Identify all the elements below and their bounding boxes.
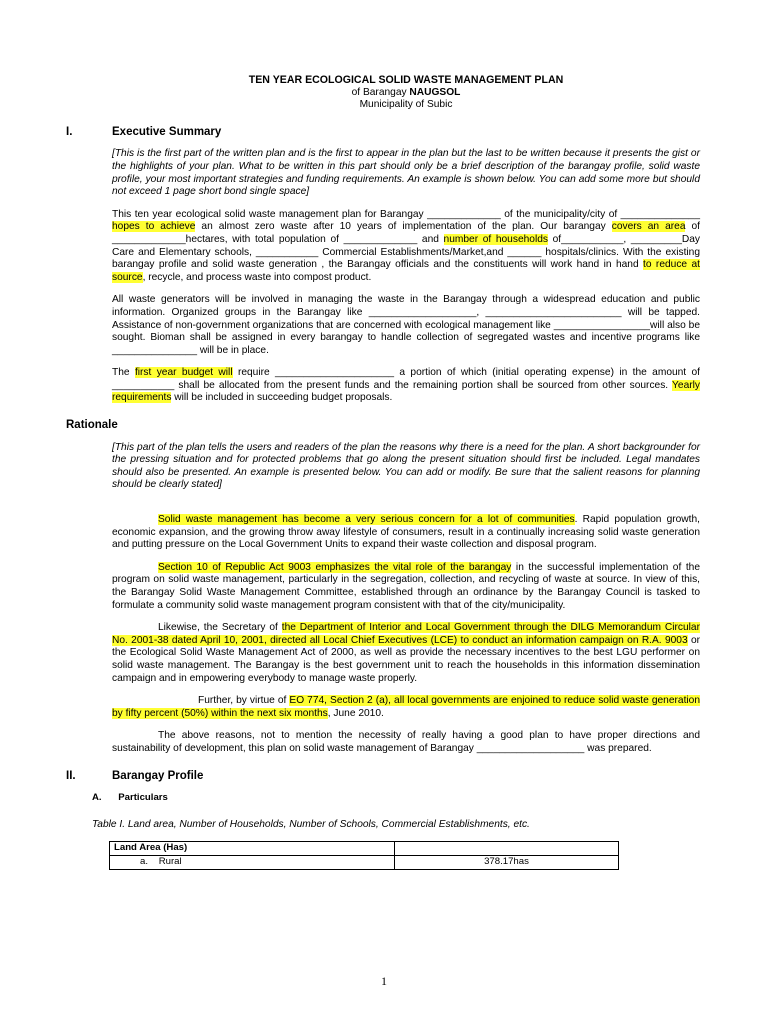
- barangay-line: of Barangay NAUGSOL: [351, 86, 461, 98]
- section-title: Executive Summary: [112, 125, 222, 138]
- highlight: Section 10 of Republic Act 9003 emphasizes the vital role of the barangay: [158, 561, 512, 573]
- table-row: [110, 855, 619, 869]
- table-cell: 378.17has: [395, 855, 619, 869]
- highlight: the Department of Interior and Local Government through the DILG Memorandum Circular No. 2001-38 dated April 10, 2001, directed all Local Chief Executives (LCE) to conduct an information campaign on R.A. 9003: [112, 622, 700, 646]
- highlight: to reduce at source: [112, 259, 700, 283]
- highlight: EO 774, Section 2 (a), all local governments are enjoined to reduce solid waste generation by fifty percent (50%) within the next six months: [112, 695, 700, 719]
- table-cell: Land Area (Has): [110, 842, 395, 856]
- highlight: hopes to achieve: [112, 221, 196, 233]
- highlight: Yearly requirements: [112, 379, 700, 404]
- highlight: number of households: [443, 233, 548, 245]
- rationale-paragraph-5: The above reasons, not to mention the necessity of really having a good plan to have proper directions and sustainability of development, this plan on solid waste management of Barangay ___________________ was prepared.: [112, 730, 700, 754]
- table-row: [110, 842, 619, 856]
- section-title: Barangay Profile: [112, 769, 204, 782]
- table-caption: Table I. Land area, Number of Households, Number of Schools, Commercial Establishments, etc.: [92, 818, 530, 830]
- document-header: [112, 74, 700, 112]
- subsection-title: Particulars: [118, 792, 168, 804]
- particulars-table: [109, 841, 619, 869]
- rationale-paragraph-4: Further, by virtue of EO 774, Section 2 (a), all local governments are enjoined to reduce solid waste generation by fifty percent (50%) within the next six months, June 2010.: [112, 695, 700, 719]
- rationale-paragraph-1: Solid waste management has become a very serious concern for a lot of communities. Rapid population growth, economic expansion, and the growing throw away lifestyle of consumers, result in a continually increasing solid waste generation and putting pressure on the Local Government Units to expand their waste collection and disposal program.: [112, 514, 700, 551]
- rationale-paragraph-3: Likewise, the Secretary of the Department of Interior and Local Government through the DILG Memorandum Circular No. 2001-38 dated April 10, 2001, directed all Local Chief Executives (LCE) to conduct an information campaign on R.A. 9003 or the Ecological Solid Waste Management Act of 2000, as well as provide the necessary incentives to the best LGU performer on solid waste management. The Barangay is the best government unit to reach the households in this information dissemination campaign and in empowering everybody to manage waste properly.: [112, 622, 701, 684]
- municipality-line: Municipality of Subic: [359, 99, 453, 111]
- section-number: I.: [66, 125, 73, 138]
- section-heading-barangay-profile: [66, 769, 700, 783]
- barangay-name: NAUGSOL: [409, 86, 461, 98]
- highlight: first year budget will: [134, 367, 233, 379]
- section-number: II.: [66, 769, 76, 782]
- highlight: Solid waste management has become a very serious concern for a lot of communities: [158, 514, 575, 526]
- executive-summary-paragraph-3: The first year budget will require _____________________ a portion of which (initial operating expense) in the amount of ___________ shall be allocated from the present funds and the remaining portion shall be sourced from other sources. Yearly requirements will be included in succeeding budget proposals.: [112, 367, 701, 404]
- rationale-note: [This part of the plan tells the users and readers of the plan the reasons why there is a need for the plan. A short backgrounder for the pressing situation and for protected problems that go along the present situation should first be included. Legal mandates should also be presented. An example is presented below. You can add or modify. Be sure that the salient reasons for planning should be clearly stated]: [112, 441, 700, 491]
- page-number: 1: [381, 974, 387, 988]
- executive-summary-paragraph-1: This ten year ecological solid waste management plan for Barangay _____________ of the municipality/city of ______________ hopes to achieve an almost zero waste after 10 years of implementation of the plan. Our barangay covers an area of _____________hectares, with total population of _____________ and number of households of___________, _________Day Care and Elementary schools, ___________ Commercial Establishments/Market,and ______ hospitals/clinics. With the existing barangay profile and solid waste generation , the Barangay officials and the constituents will work hand in hand to reduce at source, recycle, and process waste into compost product.: [112, 208, 700, 283]
- highlight: covers an area: [611, 221, 686, 233]
- section-heading-rationale: Rationale: [66, 419, 118, 432]
- table-cell: [395, 842, 619, 856]
- document-title: TEN YEAR ECOLOGICAL SOLID WASTE MANAGEMENT PLAN: [248, 74, 564, 86]
- rationale-paragraph-2: Section 10 of Republic Act 9003 emphasizes the vital role of the barangay in the successful implementation of the program on solid waste management, particularly in the segregation, collection, and recycling of waste at source. In view of this, the Barangay Solid Waste Management Committee, established through an ordinance by the Barangay Council is tasked to formulate a community solid waste management program consistent with that of the city/municipality.: [112, 561, 700, 611]
- subsection-heading-particulars: [92, 792, 700, 805]
- table-cell: a. Rural: [110, 855, 395, 869]
- executive-summary-note: [This is the first part of the written plan and is the first to appear in the plan but the last to be written because it presents the gist or the highlights of your plan. What to be written in this part should only be a brief description of the barangay profile, solid waste profile, your most important strategies and funding requirements. An example is shown below. You can add some more but should not exceed 1 page short bond single space]: [112, 148, 700, 198]
- page-content: [66, 70, 701, 870]
- subsection-number: A.: [92, 792, 102, 804]
- section-heading-executive-summary: [66, 125, 700, 139]
- executive-summary-paragraph-2: All waste generators will be involved in managing the waste in the Barangay through a widespread education and public information. Organized groups in the Barangay like ___________________, ________________________ will be tapped. Assistance of non-government organizations that are concerned with ecological management like _________________will also be sought. Bioman shall be assigned in every barangay to handle collection of segregated wastes and incentive programs like _______________ will be in place.: [112, 294, 700, 356]
